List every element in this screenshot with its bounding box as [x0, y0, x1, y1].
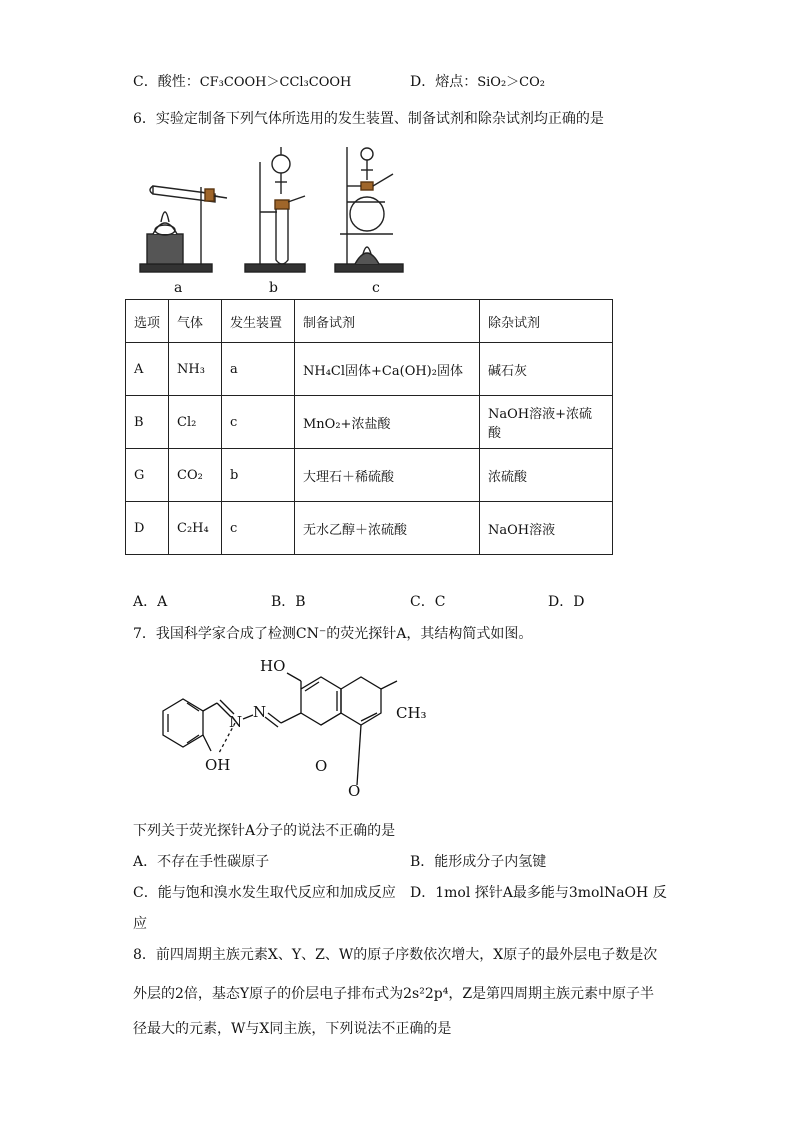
label-carbonyl-oxygen: O	[348, 782, 361, 800]
table-cell: NaOH溶液+浓硫酸	[480, 396, 613, 449]
table-cell: NH₄Cl固体+Ca(OH)₂固体	[295, 343, 480, 396]
table-cell: G	[126, 449, 169, 502]
label-ch3: CH₃	[396, 704, 427, 722]
table-header-cell: 选项	[126, 300, 169, 343]
table-row	[126, 502, 613, 555]
table-cell: a	[222, 343, 295, 396]
label-ring-oxygen: O	[315, 757, 328, 775]
apparatus-figure	[135, 142, 410, 282]
table-cell: Cl₂	[169, 396, 222, 449]
q5-option-c-label: C．酸性：	[133, 74, 200, 90]
q7-stem: 7．我国科学家合成了检测CN⁻的荧光探针A，其结构简式如图。	[133, 626, 533, 642]
label-n1: N	[229, 713, 243, 731]
table-cell: 浓硫酸	[480, 449, 613, 502]
q6-options-table	[125, 299, 613, 555]
apparatus-c	[335, 147, 403, 272]
coumarin-ring-b	[341, 677, 381, 725]
label-n2: N	[253, 703, 267, 721]
q5-option-d-label: D．熔点：	[410, 74, 478, 90]
q7-option-d-continued: 应	[133, 916, 147, 932]
table-row	[126, 449, 613, 502]
q8-line-1: 8．前四周期主族元素X、Y、Z、W的原子序数依次增大，X原子的最外层电子数是次	[133, 947, 658, 963]
table-cell: c	[222, 396, 295, 449]
table-cell: MnO₂+浓盐酸	[295, 396, 480, 449]
table-header-cell: 气体	[169, 300, 222, 343]
apparatus-label-a: a	[174, 280, 183, 296]
table-cell: c	[222, 502, 295, 555]
table-cell: CO₂	[169, 449, 222, 502]
q7-option-c: C．能与饱和溴水发生取代反应和加成反应	[133, 885, 396, 901]
q7-option-b: B．能形成分子内氢键	[410, 854, 547, 870]
q7-prompt: 下列关于荧光探针A分子的说法不正确的是	[133, 823, 396, 839]
table-cell: NaOH溶液	[480, 502, 613, 555]
benzene-ring-left	[163, 699, 203, 747]
table-header-cell: 除杂试剂	[480, 300, 613, 343]
table-cell: C₂H₄	[169, 502, 222, 555]
table-cell: A	[126, 343, 169, 396]
q8-line-3: 径最大的元素，W与X同主族，下列说法不正确的是	[133, 1021, 452, 1037]
table-header-cell: 发生装置	[222, 300, 295, 343]
q8-line-2: 外层的2倍，基态Y原子的价层电子排布式为2s²2p⁴，Z是第四周期主族元素中原子半	[133, 986, 655, 1002]
table-row	[126, 343, 613, 396]
coumarin-ring-a	[301, 677, 341, 725]
q6-choice-d: D．D	[548, 594, 585, 610]
table-cell: 大理石＋稀硫酸	[295, 449, 480, 502]
apparatus-label-b: b	[269, 280, 278, 296]
q6-choice-b: B．B	[271, 594, 306, 610]
label-oh-bottom: OH	[205, 756, 231, 774]
q6-stem: 6．实验定制备下列气体所选用的发生装置、制备试剂和除杂试剂均正确的是	[133, 111, 604, 127]
table-cell: NH₃	[169, 343, 222, 396]
q6-choice-c: C．C	[410, 594, 446, 610]
apparatus-b	[245, 147, 305, 272]
table-header-cell: 制备试剂	[295, 300, 480, 343]
structure-figure	[135, 655, 445, 805]
table-row	[126, 396, 613, 449]
label-ho-top: HO	[260, 657, 286, 675]
table-cell: B	[126, 396, 169, 449]
table-cell: 无水乙醇＋浓硫酸	[295, 502, 480, 555]
table-header-row	[126, 300, 613, 343]
q7-option-a: A．不存在手性碳原子	[133, 854, 270, 870]
table-cell: 碱石灰	[480, 343, 613, 396]
apparatus-a	[140, 186, 227, 272]
q5-option-c-expr: CF₃COOH＞CCl₃COOH	[199, 75, 352, 90]
q5-option-c	[133, 71, 351, 91]
apparatus-label-c: c	[372, 280, 380, 296]
q5-option-d-expr: SiO₂＞CO₂	[477, 75, 545, 90]
table-cell: b	[222, 449, 295, 502]
q6-choice-a: A．A	[133, 594, 168, 610]
table-cell: D	[126, 502, 169, 555]
q7-option-d: D．1mol 探针A最多能与3molNaOH 反	[410, 885, 667, 901]
q5-option-d	[410, 71, 545, 91]
